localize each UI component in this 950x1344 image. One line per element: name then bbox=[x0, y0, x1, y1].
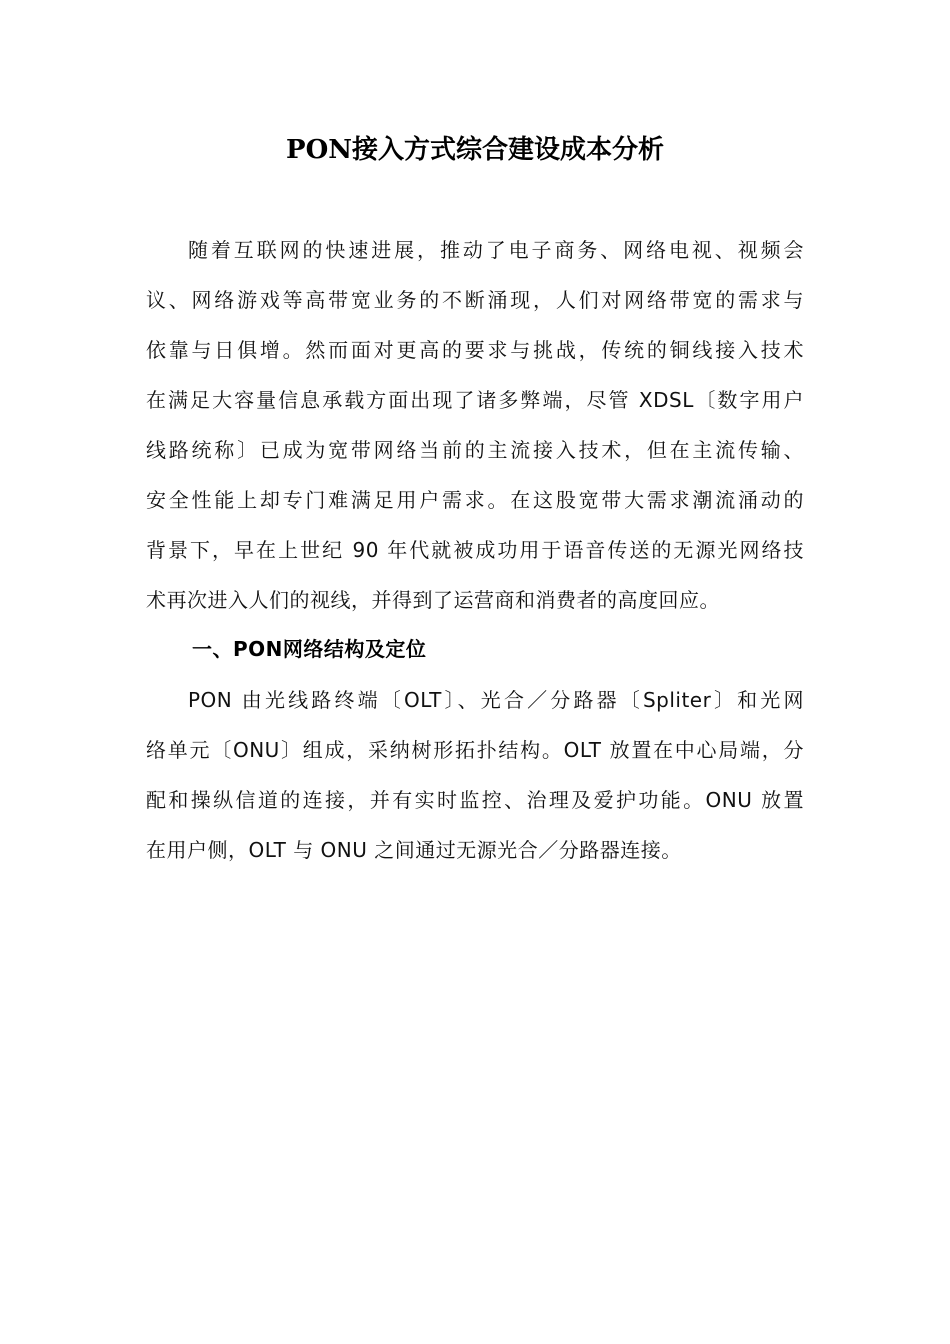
intro-paragraph bbox=[146, 232, 804, 632]
section-heading: 一、PON网络结构及定位 bbox=[192, 637, 427, 661]
paragraph-line: 配和操纵信道的连接，并有实时监控、治理及爱护功能。ONU 放置 bbox=[146, 788, 804, 812]
structure-paragraph bbox=[146, 682, 804, 882]
paragraph-line: 在满足大容量信息承载方面出现了诸多弊端，尽管 XDSL〔数字用户 bbox=[146, 388, 804, 412]
document-title: PON接入方式综合建设成本分析 bbox=[286, 135, 664, 165]
paragraph-line: 线路统称〕已成为宽带网络当前的主流接入技术，但在主流传输、 bbox=[146, 438, 804, 462]
paragraph-line: 安全性能上却专门难满足用户需求。在这股宽带大需求潮流涌动的 bbox=[146, 488, 804, 512]
paragraph-line: 术再次进入人们的视线，并得到了运营商和消费者的高度回应。 bbox=[146, 588, 720, 612]
paragraph-line: 络单元〔ONU〕组成，采纳树形拓扑结构。OLT 放置在中心局端，分 bbox=[146, 738, 804, 762]
paragraph-line: 议、网络游戏等高带宽业务的不断涌现，人们对网络带宽的需求与 bbox=[146, 288, 804, 312]
paragraph-line: 背景下，早在上世纪 90 年代就被成功用于语音传送的无源光网络技 bbox=[146, 538, 804, 562]
paragraph-line: 依靠与日俱增。然而面对更高的要求与挑战，传统的铜线接入技术 bbox=[146, 338, 804, 362]
paragraph-line: 随着互联网的快速进展，推动了电子商务、网络电视、视频会 bbox=[188, 238, 804, 262]
paragraph-line: PON 由光线路终端〔OLT〕、光合／分路器〔Spliter〕和光网 bbox=[188, 688, 804, 712]
paragraph-line: 在用户侧，OLT 与 ONU 之间通过无源光合／分路器连接。 bbox=[146, 838, 682, 862]
